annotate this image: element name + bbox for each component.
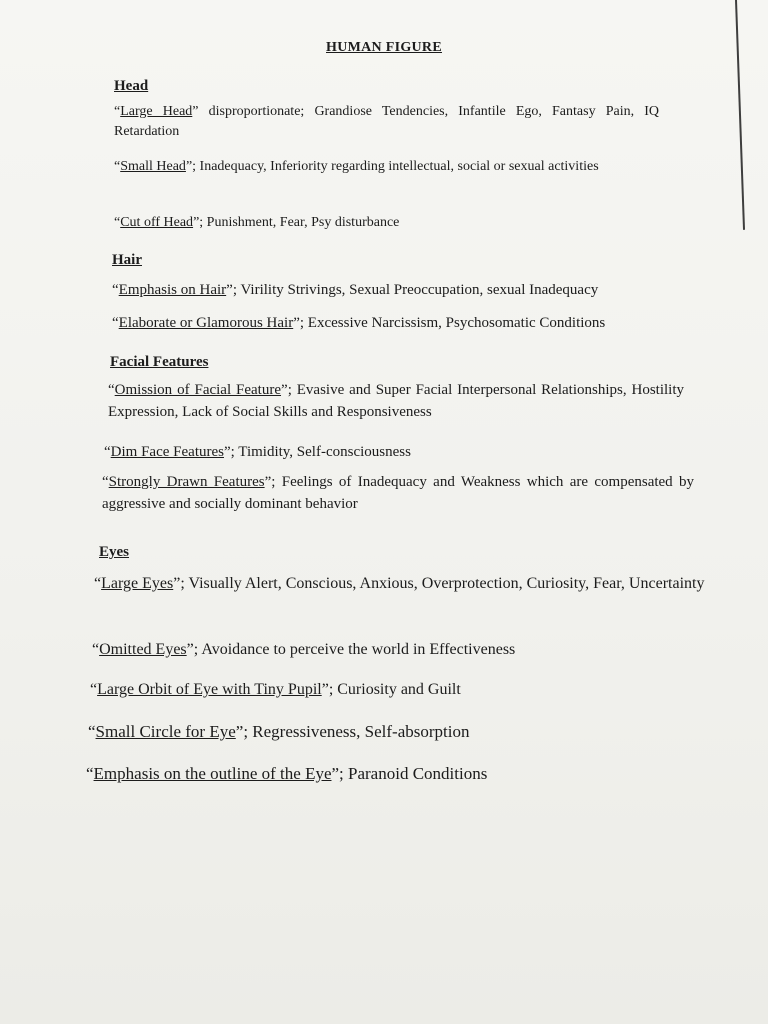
entry-description: ; Visually Alert, Conscious, Anxious, Overprotection, Curiosity, Fear, Uncertainty — [180, 575, 705, 592]
entry-description: ; Curiosity and Guilt — [328, 681, 461, 698]
entry-large-head: “Large Head” disproportionate; Grandiose Tendencies, Infantile Ego, Fantasy Pain, IQ Retardation — [114, 104, 660, 140]
entry-elaborate-hair: “Elaborate or Glamorous Hair”; Excessive Narcissism, Psychosomatic Conditions — [112, 315, 606, 331]
entry-description: ; Avoidance to perceive the world in Effectiveness — [193, 641, 516, 658]
entry-term: Small Head — [120, 159, 186, 174]
entry-description: ; Excessive Narcissism, Psychosomatic Conditions — [299, 315, 606, 331]
entry-term: Large Orbit of Eye with Tiny Pupil — [97, 681, 322, 698]
entry-description: ; Regressiveness, Self-absorption — [243, 722, 470, 741]
section-heading-facial-features: Facial Features — [110, 354, 209, 370]
entry-term: Small Circle for Eye — [95, 722, 236, 741]
entry-small-head: “Small Head”; Inadequacy, Inferiority regarding intellectual, social or sexual activities — [114, 159, 599, 174]
entry-description: ; Inadequacy, Inferiority regarding intellectual, social or sexual activities — [192, 159, 599, 174]
entry-large-eyes: “Large Eyes”; Visually Alert, Conscious, Anxious, Overprotection, Curiosity, Fear, Uncertainty — [94, 575, 705, 592]
entry-term: Omitted Eyes — [99, 641, 187, 658]
section-heading-eyes: Eyes — [99, 544, 129, 560]
entry-description: ; Timidity, Self-consciousness — [230, 444, 411, 460]
entry-term: Cut off Head — [120, 215, 194, 230]
entry-description: ; Feelings of Inadequacy and Weakness which are compensated by aggressive and socially dominant behavior — [102, 474, 694, 512]
entry-omitted-eyes: “Omitted Eyes”; Avoidance to perceive the world in Effectiveness — [92, 641, 516, 658]
entry-term: Large Eyes — [101, 575, 174, 592]
entry-cut-off-head: “Cut off Head”; Punishment, Fear, Psy disturbance — [114, 215, 400, 230]
entry-term: Omission of Facial Feature — [114, 382, 282, 398]
page-edge-line — [735, 0, 745, 230]
entry-emphasis-on-hair: “Emphasis on Hair”; Virility Strivings, Sexual Preoccupation, sexual Inadequacy — [112, 282, 599, 298]
entry-small-circle-eye: “Small Circle for Eye”; Regressiveness, Self-absorption — [88, 722, 470, 741]
entry-description: ; Paranoid Conditions — [339, 764, 488, 783]
entry-description: ; Punishment, Fear, Psy disturbance — [199, 215, 400, 230]
entry-term: Dim Face Features — [110, 444, 224, 460]
entry-term: Elaborate or Glamorous Hair — [118, 315, 294, 331]
entry-omission-facial-feature: “Omission of Facial Feature”; Evasive and Super Facial Interpersonal Relationships, Hostility Expression, Lack of Social Skills and Responsiveness — [108, 382, 684, 420]
entry-term: Strongly Drawn Features — [108, 474, 265, 490]
entry-description: disproportionate; Grandiose Tendencies, Infantile Ego, Fantasy Pain, IQ Retardation — [114, 104, 660, 140]
entry-emphasis-outline-eye: “Emphasis on the outline of the Eye”; Paranoid Conditions — [86, 764, 488, 783]
entry-large-orbit-eye: “Large Orbit of Eye with Tiny Pupil”; Curiosity and Guilt — [90, 681, 461, 698]
section-heading-head: Head — [114, 78, 149, 94]
entry-description: ; Virility Strivings, Sexual Preoccupation, sexual Inadequacy — [232, 282, 599, 298]
entry-term: Emphasis on Hair — [118, 282, 227, 298]
entry-strongly-drawn-features: “Strongly Drawn Features”; Feelings of Inadequacy and Weakness which are compensated by aggressive and socially dominant behavior — [102, 474, 694, 512]
entry-description: ; Evasive and Super Facial Interpersonal Relationships, Hostility Expression, Lack of Social Skills and Responsiveness — [108, 382, 684, 420]
entry-term: Emphasis on the outline of the Eye — [93, 764, 332, 783]
section-heading-hair: Hair — [112, 252, 142, 268]
entry-term: Large Head — [120, 104, 193, 119]
entry-dim-face-features: “Dim Face Features”; Timidity, Self-consciousness — [104, 444, 411, 460]
page-title: HUMAN FIGURE — [326, 40, 442, 55]
